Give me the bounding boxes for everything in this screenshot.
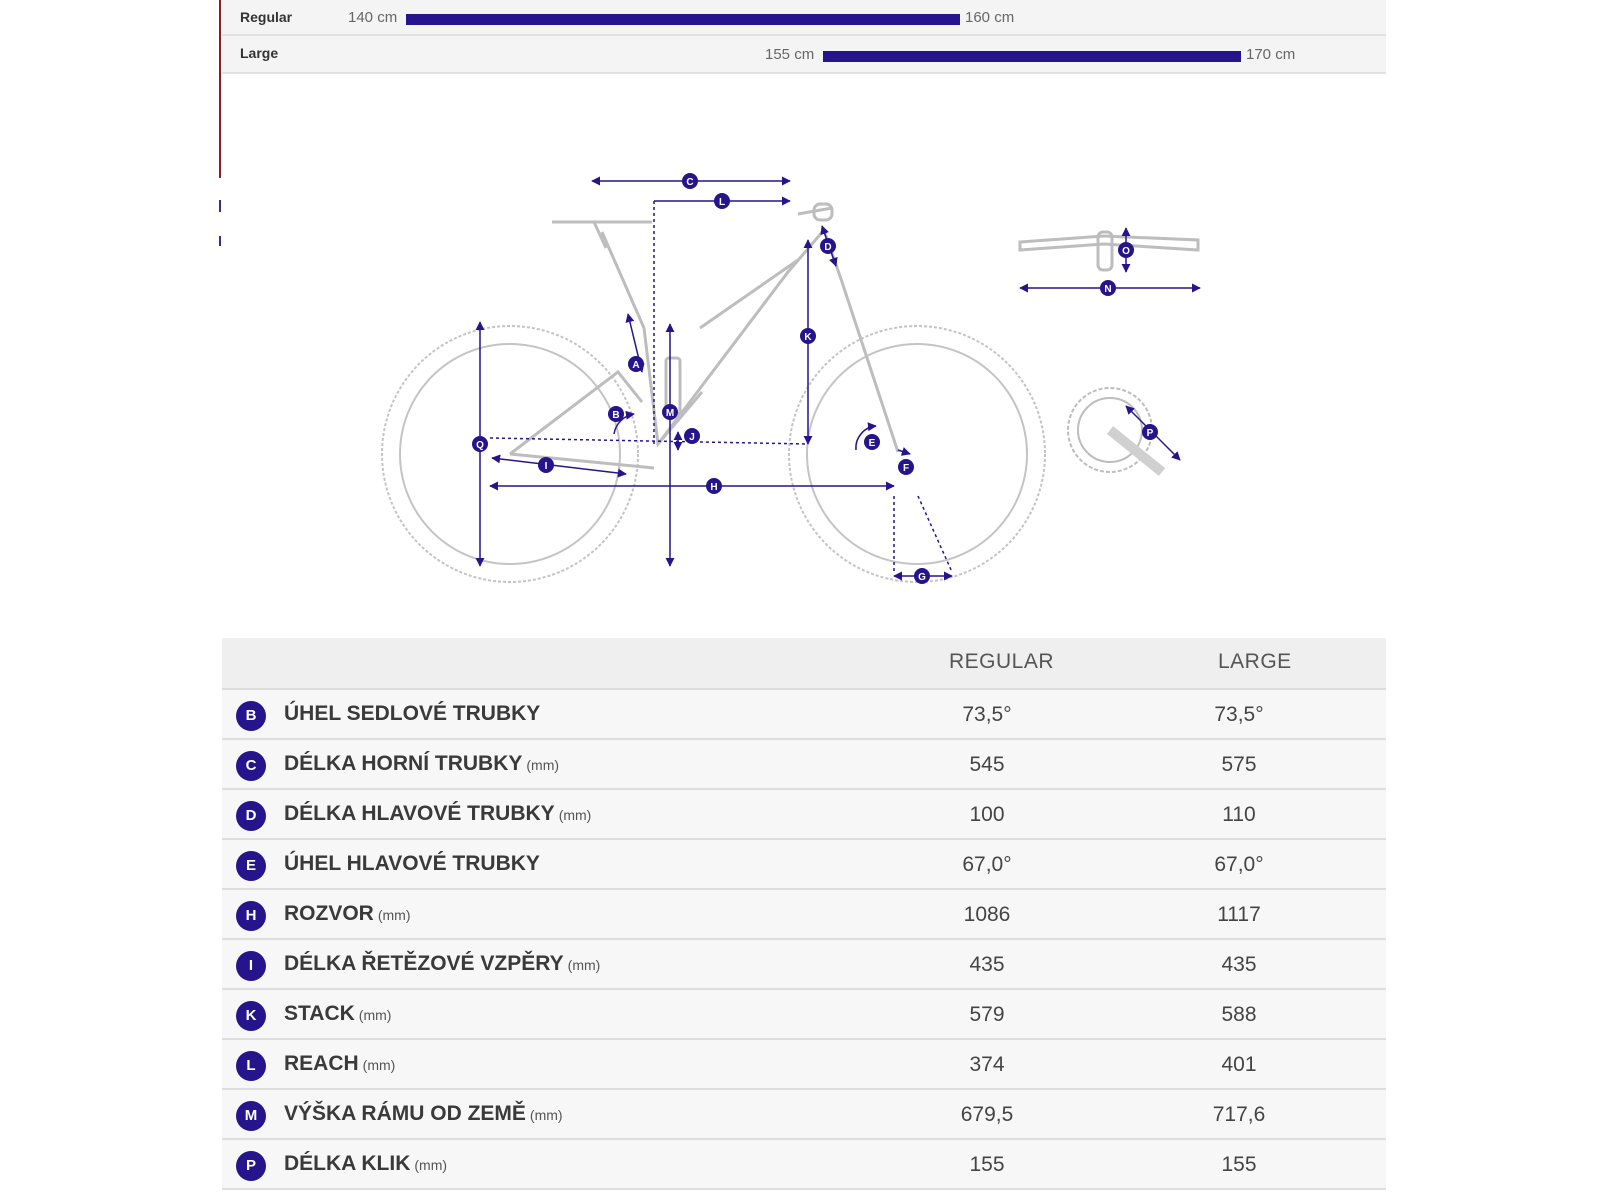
badge-j	[684, 428, 700, 444]
size-row-large	[222, 36, 1386, 74]
row-label: DÉLKA KLIK (mm)	[284, 1152, 448, 1175]
size-range-chart	[222, 0, 1386, 74]
table-row	[222, 740, 1386, 790]
table-row	[222, 790, 1386, 840]
range-min-label: 155 cm	[765, 46, 815, 63]
row-badge: K	[236, 1001, 266, 1031]
row-label: DÉLKA HLAVOVÉ TRUBKY (mm)	[284, 802, 592, 825]
value-regular: 679,5	[960, 1103, 1014, 1126]
svg-text:Q: Q	[476, 440, 484, 451]
badge-k	[800, 328, 816, 344]
badge-g	[914, 568, 930, 584]
row-label: REACH (mm)	[284, 1052, 396, 1075]
svg-text:J: J	[689, 432, 695, 443]
badge-h	[706, 478, 722, 494]
bike-frame	[510, 204, 898, 468]
row-badge: M	[236, 1101, 266, 1131]
left-edge-rule	[219, 0, 221, 178]
svg-text:A: A	[632, 360, 640, 371]
badge-i	[538, 457, 554, 473]
value-regular: 545	[969, 753, 1005, 776]
row-unit: (mm)	[414, 1157, 448, 1173]
table-row	[222, 840, 1386, 890]
row-badge: H	[236, 901, 266, 931]
range-max-label: 160 cm	[965, 9, 1015, 26]
badge-m	[662, 404, 678, 420]
badge-b	[608, 406, 624, 422]
value-large: 110	[1222, 803, 1256, 826]
size-name: Large	[240, 45, 279, 61]
row-badge: I	[236, 951, 266, 981]
column-header-large: LARGE	[1218, 650, 1292, 673]
badge-c	[682, 173, 698, 189]
row-unit: (mm)	[526, 757, 560, 773]
size-row-regular	[222, 0, 1386, 36]
row-unit: (mm)	[567, 957, 601, 973]
svg-text:H: H	[710, 482, 718, 493]
svg-text:I: I	[544, 461, 548, 472]
svg-text:E: E	[868, 438, 876, 449]
range-max-label: 170 cm	[1246, 46, 1296, 63]
row-badge: E	[236, 851, 266, 881]
range-bar	[823, 51, 1241, 62]
table-row	[222, 1090, 1386, 1140]
table-row	[222, 1040, 1386, 1090]
value-large: 717,6	[1212, 1103, 1266, 1126]
value-large: 73,5°	[1214, 703, 1264, 726]
value-regular: 1086	[963, 903, 1011, 926]
svg-text:C: C	[686, 177, 694, 188]
row-label: VÝŠKA RÁMU OD ZEMĚ (mm)	[284, 1102, 563, 1125]
badge-l	[714, 193, 730, 209]
table-row	[222, 690, 1386, 740]
badge-o	[1118, 242, 1134, 258]
value-large: 401	[1221, 1053, 1257, 1076]
svg-text:B: B	[612, 410, 620, 421]
row-label: DÉLKA HORNÍ TRUBKY (mm)	[284, 752, 560, 775]
row-badge: P	[236, 1151, 266, 1181]
row-unit: (mm)	[558, 807, 592, 823]
value-regular: 435	[969, 953, 1005, 976]
row-unit: (mm)	[362, 1057, 396, 1073]
badge-f	[898, 459, 914, 475]
measurement-badges	[472, 173, 1158, 584]
svg-text:L: L	[718, 197, 726, 208]
row-label: ROZVOR (mm)	[284, 902, 411, 925]
table-row	[222, 890, 1386, 940]
value-large: 1117	[1217, 903, 1261, 926]
handlebar-sketch	[1020, 232, 1198, 270]
value-regular: 73,5°	[962, 703, 1012, 726]
badge-p	[1142, 424, 1158, 440]
row-label: ÚHEL SEDLOVÉ TRUBKY	[284, 702, 541, 725]
row-label: STACK (mm)	[284, 1002, 392, 1025]
badge-e	[864, 434, 880, 450]
bike-geometry-diagram	[222, 72, 1386, 632]
svg-text:O: O	[1122, 246, 1130, 257]
left-edge-marker	[219, 236, 221, 246]
table-row	[222, 990, 1386, 1040]
table-row	[222, 1140, 1386, 1190]
svg-text:P: P	[1146, 428, 1154, 439]
svg-text:M: M	[665, 408, 675, 419]
row-unit: (mm)	[377, 907, 411, 923]
value-large: 435	[1221, 953, 1257, 976]
svg-text:G: G	[918, 572, 926, 583]
row-badge: B	[236, 701, 266, 731]
size-name: Regular	[240, 9, 293, 25]
row-badge: D	[236, 801, 266, 831]
value-regular: 579	[969, 1003, 1005, 1026]
value-regular: 67,0°	[962, 853, 1012, 876]
value-large: 155	[1221, 1153, 1257, 1176]
row-unit: (mm)	[529, 1107, 563, 1123]
front-wheel	[789, 326, 1045, 582]
badge-q	[472, 436, 488, 452]
value-regular: 374	[969, 1053, 1005, 1076]
value-large: 67,0°	[1214, 853, 1264, 876]
column-header-regular: REGULAR	[949, 650, 1055, 673]
row-label: DÉLKA ŘETĚZOVÉ VZPĚRY (mm)	[284, 952, 601, 975]
badge-d	[820, 238, 836, 254]
svg-text:K: K	[804, 332, 812, 343]
range-bar	[406, 14, 960, 25]
table-row	[222, 940, 1386, 990]
row-label: ÚHEL HLAVOVÉ TRUBKY	[284, 852, 540, 875]
badge-n	[1100, 280, 1116, 296]
value-regular: 155	[969, 1153, 1005, 1176]
svg-text:F: F	[902, 463, 910, 474]
row-unit: (mm)	[358, 1007, 392, 1023]
value-large: 575	[1221, 753, 1257, 776]
table-header	[222, 638, 1386, 690]
measurement-lines	[480, 181, 1200, 576]
range-min-label: 140 cm	[348, 9, 398, 26]
svg-text:N: N	[1104, 284, 1112, 295]
value-regular: 100	[969, 803, 1005, 826]
badge-a	[628, 356, 644, 372]
left-edge-marker	[219, 200, 221, 212]
svg-text:D: D	[824, 242, 832, 253]
row-badge: L	[236, 1051, 266, 1081]
geometry-table	[222, 638, 1386, 1190]
value-large: 588	[1221, 1003, 1257, 1026]
row-badge: C	[236, 751, 266, 781]
